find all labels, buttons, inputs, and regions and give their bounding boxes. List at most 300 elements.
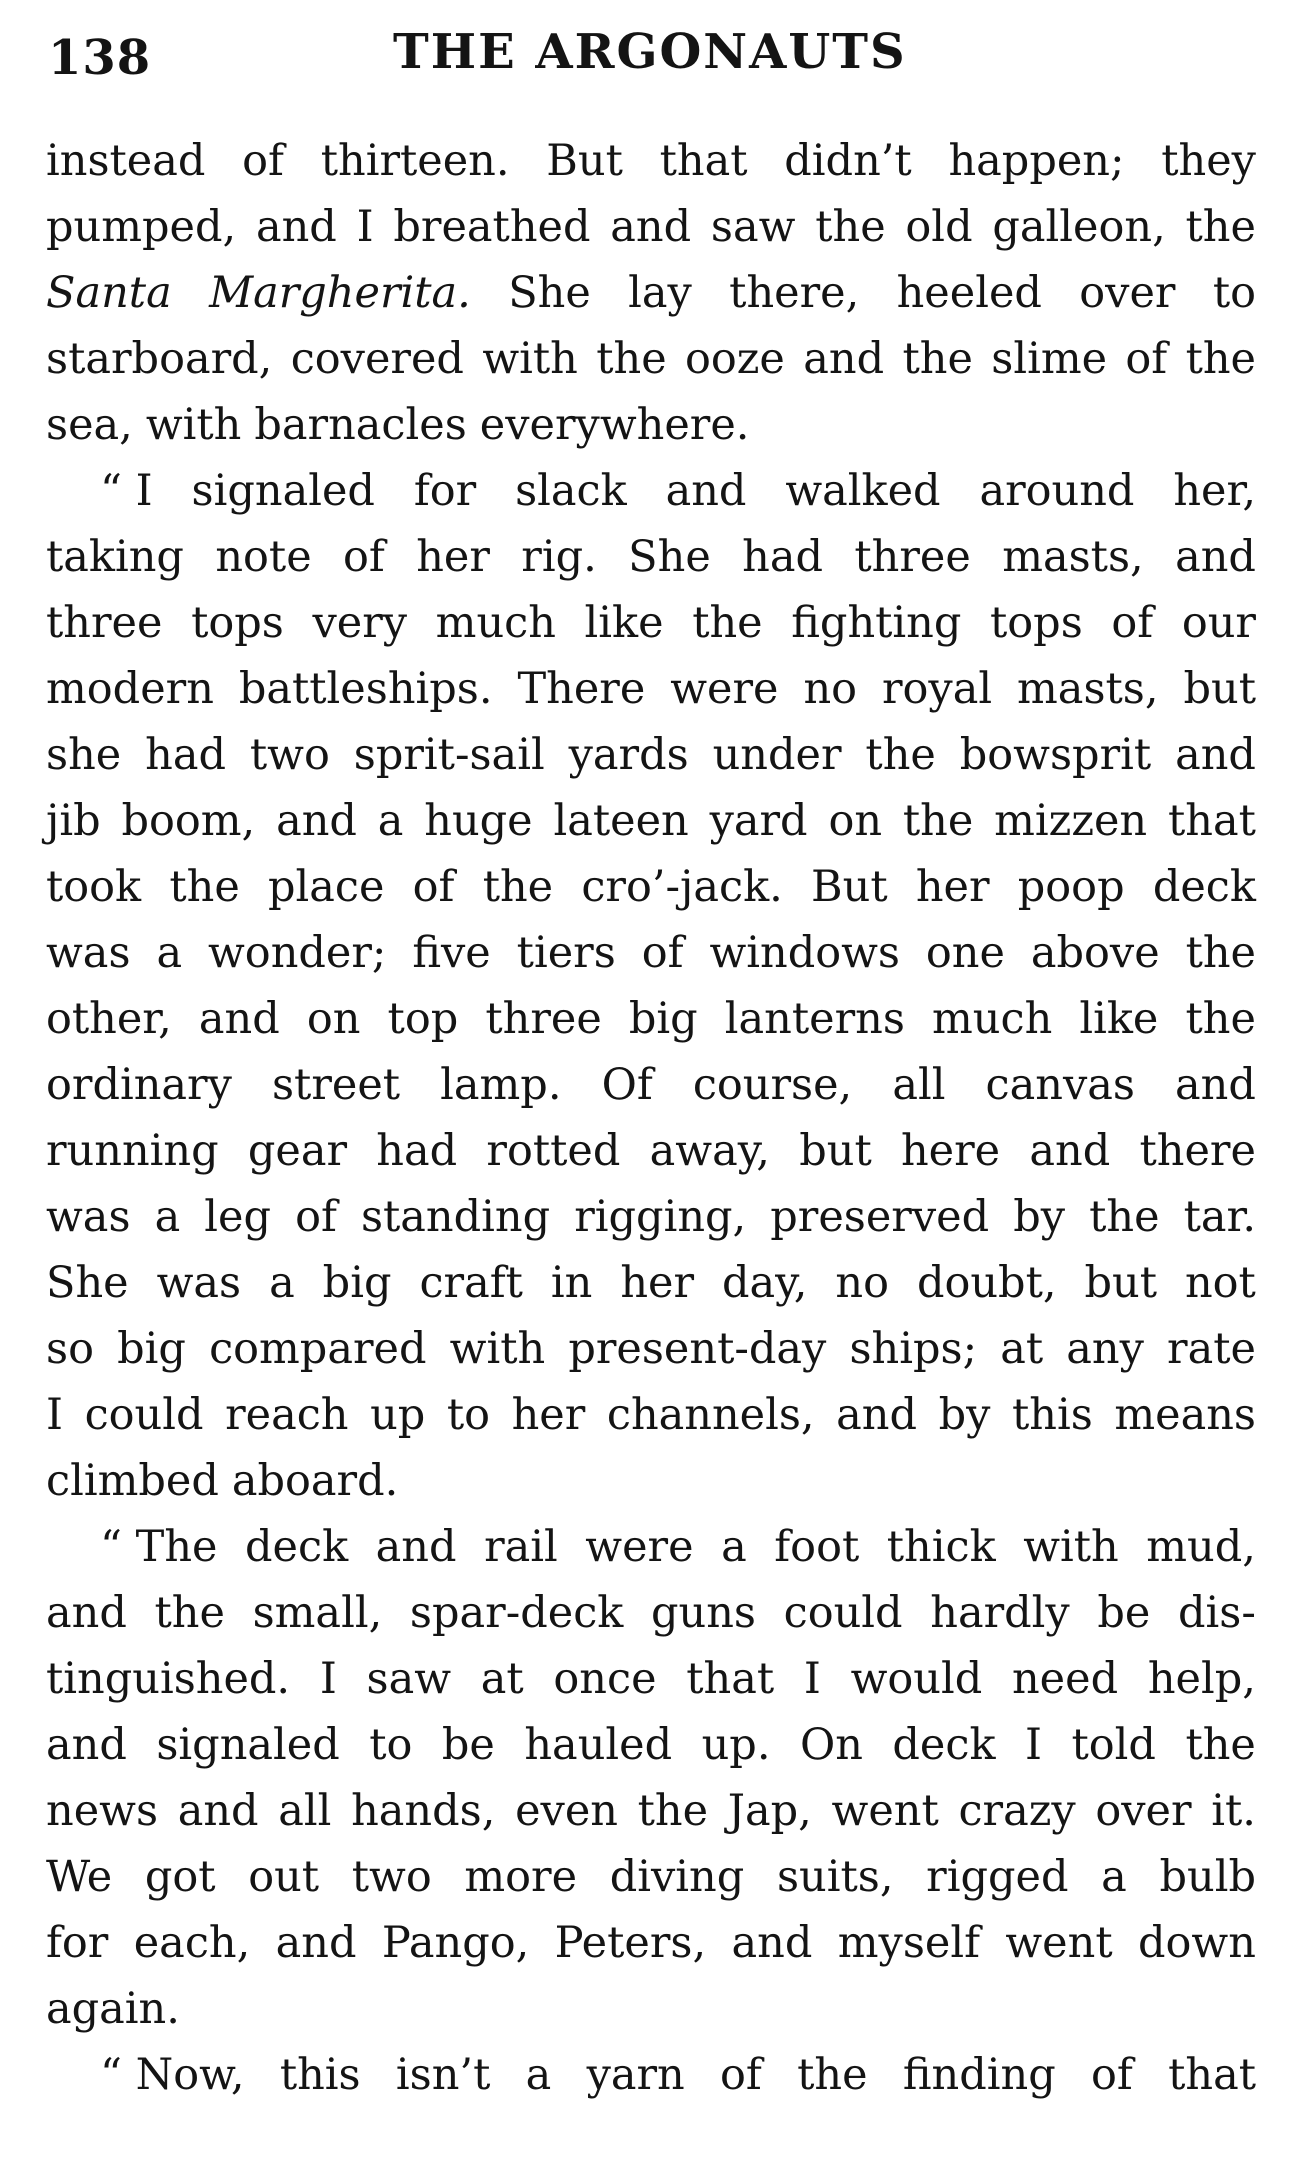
word: other, [46,994,172,1044]
word: be [1097,1588,1151,1638]
word: and [610,202,692,252]
word: could [783,1588,903,1638]
word: a [721,1522,747,1572]
word: doubt, [916,1258,1057,1308]
word: Peters, [554,1918,707,1968]
word: and [665,466,747,516]
word: and [275,1918,357,1968]
word: tops [191,598,284,648]
word: lanterns [724,994,905,1044]
word: big [322,1258,392,1308]
word: rail [484,1522,558,1572]
word: her [416,532,490,582]
word: heeled [896,268,1042,318]
word: galleon, [992,202,1166,252]
word: the [1185,202,1256,252]
word: of [1111,598,1154,648]
word: three [854,532,971,582]
word: two [249,730,330,780]
word: finding [902,2050,1056,2100]
word: reach [225,1390,349,1440]
word: each, [133,1918,251,1968]
word: guns [651,1588,756,1638]
word: had [145,730,226,780]
word: by [938,1390,991,1440]
word: didn’t [784,136,912,186]
word: they [1161,136,1256,186]
word: like [584,598,664,648]
word: down [1137,1918,1256,1968]
word: everywhere. [479,400,750,450]
word: “ I [100,466,153,516]
text-line [46,1448,1256,1514]
text-line [46,722,1256,788]
word: she [46,730,122,780]
word: be [441,1720,495,1770]
word: lamp. [440,1060,562,1110]
word: channels, [606,1390,815,1440]
word: for [413,466,477,516]
word: breathed [393,202,591,252]
word: masts, [1002,532,1144,582]
word: this [279,2050,361,2100]
word: rig. [521,532,597,582]
word: of [242,136,284,186]
word: had [376,1126,458,1176]
word: Margherita. [209,268,471,318]
word: compared [209,1324,427,1374]
word: around [979,466,1135,516]
word: masts, [1017,664,1159,714]
word: Jap, [727,1786,812,1836]
text-line [46,326,1256,392]
word: had [742,532,824,582]
word: big [117,1324,186,1374]
word: top [387,994,459,1044]
text-line [46,590,1256,656]
word: much [932,994,1053,1044]
word: for [46,1918,109,1968]
word: leg [204,1192,272,1242]
word: and [1175,532,1256,582]
word: suits, [776,1852,894,1902]
text-line [46,854,1256,920]
word: There [517,664,646,714]
word: taking [46,532,184,582]
word: tops [990,598,1083,648]
text-line [46,524,1256,590]
word: running [46,1126,219,1176]
word: three [485,994,602,1044]
word: news [46,1786,159,1836]
word: and [198,994,280,1044]
word: preserved [770,1192,990,1242]
word: again. [46,1984,180,2034]
text-line [46,1382,1256,1448]
word: once [553,1654,657,1704]
word: a [377,796,404,846]
word: happen; [948,136,1125,186]
text-line [46,656,1256,722]
word: that [1167,796,1256,846]
word: a [1101,1852,1127,1902]
word: under [712,730,842,780]
word: and [836,1390,918,1440]
word: of [343,532,385,582]
word: spar-deck [409,1588,624,1638]
text-line [46,1250,1256,1316]
word: all [278,1786,332,1836]
word: saw [710,202,796,252]
text-line [46,392,1256,458]
word: took [46,862,142,912]
word: covered [290,334,464,384]
word: ooze [685,334,785,384]
text-line [46,2042,1256,2108]
text-line [46,1976,1256,2042]
word: hardly [930,1588,1070,1638]
word: street [271,1060,401,1110]
word: wonder; [208,928,387,978]
word: myself [837,1918,980,1968]
text-line [46,788,1256,854]
word: lay [628,268,692,318]
word: the [596,334,667,384]
word: was [46,1192,131,1242]
word: went [1005,1918,1113,1968]
word: the [865,730,936,780]
word: windows [709,928,900,978]
text-line [46,1184,1256,1250]
word: We [46,1852,113,1902]
word: five [412,928,491,978]
word: her, [1173,466,1256,516]
word: the [1185,928,1256,978]
word: ordinary [46,1060,232,1110]
word: fighting [791,598,962,648]
word: to [446,1390,491,1440]
word: present-day [568,1324,827,1374]
word: one [925,928,1005,978]
word: and [1175,730,1256,780]
text-line [46,1118,1256,1184]
word: “ The [100,1522,218,1572]
running-title: THE ARGONAUTS [393,24,907,80]
word: but [1084,1258,1157,1308]
word: all [892,1060,946,1110]
word: the [902,796,974,846]
word: note [215,532,312,582]
word: signaled [191,466,375,516]
word: I [46,1390,63,1440]
text-line [46,458,1256,524]
text-line [46,1712,1256,1778]
body-text [46,128,1256,2108]
word: there, [729,268,860,318]
word: lateen [553,796,689,846]
word: of [1125,334,1168,384]
word: yarn [586,2050,685,2100]
word: over [1079,268,1176,318]
word: but [799,1126,872,1176]
word: jib [46,796,101,846]
text-line [46,260,1256,326]
word: means [1114,1390,1256,1440]
word: She [46,1258,129,1308]
text-line [46,1052,1256,1118]
word: On [799,1720,863,1770]
word: that [659,136,748,186]
word: with [145,400,242,450]
word: the [692,598,763,648]
word: isn’t [395,2050,491,2100]
word: a [269,1258,295,1308]
word: of [641,928,684,978]
word: of [720,2050,762,2100]
word: more [464,1852,578,1902]
word: need [1011,1654,1119,1704]
word: mizzen [994,796,1148,846]
word: She [508,268,591,318]
word: royal [881,664,993,714]
page-number: 138 [48,30,152,86]
word: away, [649,1126,770,1176]
word: But [811,862,888,912]
word: three [46,598,163,648]
word: it. [1211,1786,1256,1836]
word: standing [360,1192,551,1242]
word: and [731,1918,813,1968]
word: this [1011,1390,1093,1440]
word: that [1168,2050,1256,2100]
word: and [375,1522,457,1572]
word: rate [1167,1324,1256,1374]
word: and [803,334,885,384]
word: dis- [1178,1588,1256,1638]
word: modern [46,664,214,714]
word: hauled [524,1720,673,1770]
word: the [169,862,240,912]
word: here [900,1126,1001,1176]
word: I [319,1654,337,1704]
word: boom, [121,796,256,846]
word: I [803,1654,821,1704]
word: was [156,1258,242,1308]
word: but [1183,664,1256,714]
word: the [1089,1192,1160,1242]
word: there [1139,1126,1256,1176]
word: small, [252,1588,383,1638]
word: big [628,994,698,1044]
text-line [46,986,1256,1052]
word: But [546,136,623,186]
word: on [306,994,361,1044]
word: told [1071,1720,1156,1770]
word: I [356,202,374,252]
text-line [46,1316,1256,1382]
word: Pango, [381,1918,530,1968]
word: that [686,1654,775,1704]
word: starboard, [46,334,273,384]
word: and [255,202,337,252]
word: course, [692,1060,853,1110]
word: like [1079,994,1159,1044]
text-line [46,1580,1256,1646]
word: deck [892,1720,996,1770]
word: deck [245,1522,349,1572]
text-line [46,1844,1256,1910]
word: could [84,1390,204,1440]
word: craft [419,1258,523,1308]
word: no [803,664,858,714]
word: above [1030,928,1160,978]
word: “ Now, [100,2050,245,2100]
word: so [46,1324,94,1374]
word: instead [46,136,206,186]
word: the [482,862,554,912]
word: the [815,202,886,252]
word: in [550,1258,593,1308]
word: mud, [1146,1522,1256,1572]
word: gear [247,1126,348,1176]
word: aboard. [231,1456,399,1506]
word: with [449,1324,546,1374]
word: went [831,1786,939,1836]
word: at [480,1654,524,1704]
word: was [46,928,131,978]
word: climbed [46,1456,219,1506]
word: over [1095,1786,1192,1836]
word: hands, [351,1786,496,1836]
word: on [828,796,883,846]
word: even [515,1786,618,1836]
word: She [628,532,711,582]
word: sea, [46,400,133,450]
word: to [369,1720,413,1770]
word: rigged [926,1852,1069,1902]
word: slack [515,466,627,516]
word: tiers [516,928,616,978]
word: no [835,1258,889,1308]
word: the [154,1588,225,1638]
word: the [637,1786,709,1836]
word: rotted [486,1126,621,1176]
word: battleships. [238,664,493,714]
word: would [850,1654,983,1704]
word: out [248,1852,320,1902]
text-line [46,1514,1256,1580]
word: of [412,862,455,912]
text-line [46,128,1256,194]
word: up [370,1390,426,1440]
word: up. [701,1720,771,1770]
word: crazy [958,1786,1076,1836]
word: very [312,598,408,648]
word: with [482,334,578,384]
word: walked [785,466,941,516]
word: and [276,796,357,846]
word: tinguished. [46,1654,291,1704]
word: canvas [985,1060,1135,1110]
word: signaled [156,1720,340,1770]
word: with [1023,1522,1119,1572]
word: thick [886,1522,996,1572]
word: the [797,2050,868,2100]
word: a [156,928,183,978]
text-line [46,1910,1256,1976]
word: a [154,1192,181,1242]
word: day, [721,1258,808,1308]
word: at [1000,1324,1044,1374]
text-line [46,194,1256,260]
word: and [1029,1126,1111,1176]
word: yard [709,796,808,846]
word: thirteen. [320,136,510,186]
word: the [1185,994,1256,1044]
word: and [46,1720,127,1770]
running-head [48,24,1254,104]
word: pumped, [46,202,237,252]
word: foot [774,1522,860,1572]
word: huge [424,796,533,846]
word: and [1175,1060,1256,1110]
word: rigging, [574,1192,747,1242]
word: the [902,334,973,384]
word: much [435,598,556,648]
word: old [905,202,973,252]
word: deck [1152,862,1256,912]
text-line [46,1778,1256,1844]
word: the [1185,1720,1256,1770]
word: poop [1017,862,1125,912]
text-line [46,920,1256,986]
word: yards [568,730,689,780]
word: sprit-sail [353,730,545,780]
word: slime [991,334,1108,384]
word: ships; [849,1324,978,1374]
word: her [511,1390,586,1440]
word: were [670,664,779,714]
word: any [1066,1324,1144,1374]
word: a [525,2050,552,2100]
word: saw [366,1654,452,1704]
word: two [351,1852,432,1902]
word: and [46,1588,127,1638]
text-line [46,1646,1256,1712]
word: bulb [1159,1852,1256,1902]
word: her [915,862,990,912]
word: barnacles [254,400,467,450]
word: by [1013,1192,1066,1242]
word: of [295,1192,337,1242]
word: I [1025,1720,1043,1770]
word: the [1185,334,1256,384]
word: of [1091,2050,1133,2100]
word: place [267,862,385,912]
word: cro’-jack. [581,862,783,912]
word: were [585,1522,694,1572]
word: to [1212,268,1256,318]
word: got [144,1852,216,1902]
word: diving [609,1852,745,1902]
word: bowsprit [959,730,1152,780]
word: our [1181,598,1256,648]
word: her [620,1258,695,1308]
word: not [1184,1258,1256,1308]
word: help, [1147,1654,1256,1704]
word: Santa [46,268,172,318]
word: Of [601,1060,653,1110]
